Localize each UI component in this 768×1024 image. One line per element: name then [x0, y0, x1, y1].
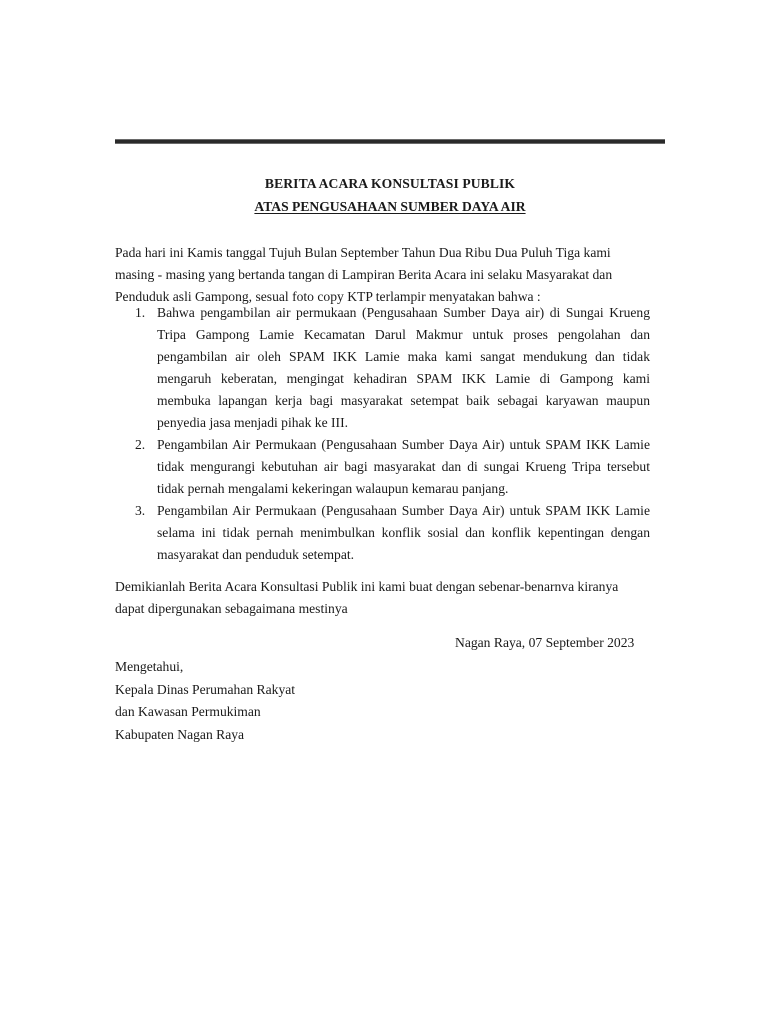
statement-number: 1.: [135, 305, 146, 320]
signature-line-office: Kepala Dinas Perumahan Rakyat: [115, 681, 296, 697]
signature-block: [115, 656, 515, 746]
statement-item: [115, 302, 650, 434]
statement-list: [115, 302, 650, 566]
statement-number: 2.: [135, 437, 146, 452]
intro-paragraph: Pada hari ini Kamis tanggal Tujuh Bulan September Tahun Dua Ribu Dua Puluh Tiga kami masing - masing yang bertanda tangan di Lampiran Berita Acara ini selaku Masyarakat dan Penduduk asli Gampong, sesual foto copy KTP terlampir menyatakan bahwa :: [115, 245, 613, 304]
document-subtitle: [115, 196, 665, 218]
document-subtitle-text: ATAS PENGUSAHAAN SUMBER DAYA AIR: [254, 199, 526, 214]
signature-line-department: dan Kawasan Permukiman: [115, 704, 261, 720]
statement-text: Pengambilan Air Permukaan (Pengusahaan Sumber Daya Air) untuk SPAM IKK Lamie tidak mengurangi kebutuhan air bagi masyarakat dan di sungai Krueng Tripa tersebut tidak pernah mengalami kekeringan walaupun kemarau panjang.: [157, 437, 650, 496]
statement-number: 3.: [135, 503, 146, 518]
statement-text: Bahwa pengambilan air permukaan (Pengusahaan Sumber Daya air) di Sungai Krueng Tripa Gampong Lamie Kecamatan Darul Makmur untuk proses pengolahan dan pengambilan air oleh SPAM IKK Lamie maka kami sangat mendukung dan tidak mengaruh keberatan, mengingat kehadiran SPAM IKK Lamie di Gampong kami membuka lapangan kerja bagi masyarakat setempat baik sebagai karyawan maupun penyedia jasa menjadi pihak ke III.: [157, 305, 650, 430]
place-date: Nagan Raya, 07 September 2023: [455, 635, 635, 650]
document-title: BERITA ACARA KONSULTASI PUBLIK: [264, 176, 516, 191]
closing-paragraph: Demikianlah Berita Acara Konsultasi Publik ini kami buat dengan sebenar-benarnva kiranya dapat dipergunakan sebagaimana mestinya: [115, 579, 619, 616]
header-rule: [115, 139, 665, 144]
statement-item: [115, 434, 650, 500]
statement-text: Pengambilan Air Permukaan (Pengusahaan Sumber Daya Air) untuk SPAM IKK Lamie selama ini tidak pernah menimbulkan konflik sosial dan konflik kepentingan dengan masyarakat dan penduduk setempat.: [157, 503, 650, 562]
statement-item: [115, 500, 650, 566]
signature-line-regency: Kabupaten Nagan Raya: [115, 726, 245, 742]
signature-line-acknowledged: Mengetahui,: [115, 659, 184, 674]
